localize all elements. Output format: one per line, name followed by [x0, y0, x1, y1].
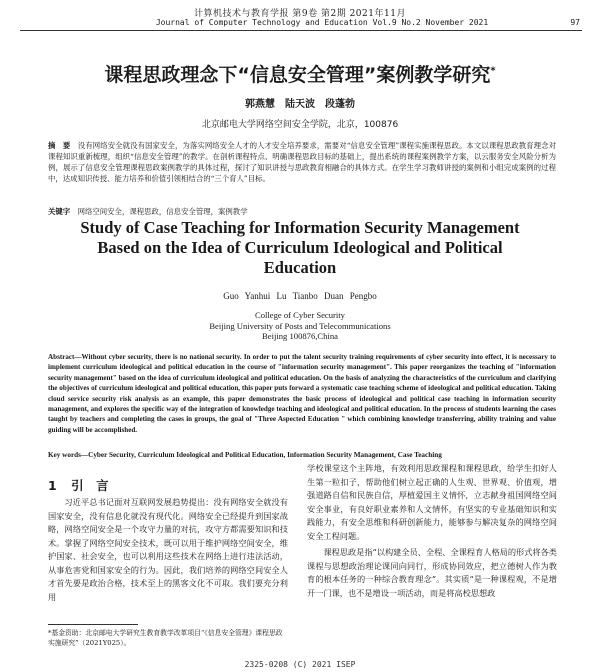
page-number: 97: [570, 18, 580, 27]
body-left-paragraph: 习近平总书记面对互联网发展趋势提出：没有网络安全就没有国家安全，没有信息化就没有现代化。网络安全已经提升到国家战略，网络空间安全是一个攻守力量的对抗，攻守方都需要知识和技术。掌握了网络空间安全技术，既可以用于维护网络空间安全，维护国家、社会安全，也可以利用这些技术在网络上进行违法活动，从事危害党和国家安全的行为。因此，我们培养的网络空间安全人才首先要是政治合格，技术至上的黑客文化不可取。我们要充分利用: [48, 497, 288, 602]
keywords-en-label: Key words—: [48, 451, 89, 459]
footnote-rule: [48, 624, 138, 625]
journal-header-en: Journal of Computer Technology and Education Vol.9 No.2 November 2021: [155, 18, 489, 27]
keywords-cn-text: 网络空间安全，课程思政，信息安全管理，案例教学: [77, 207, 248, 216]
body-left-column: [48, 496, 288, 604]
footnote: *基金资助：北京邮电大学研究生教育教学改革项目“《信息安全管理》课程思政实施研究”（2021Y025）。: [48, 629, 283, 647]
body-right-paragraph-1: 学校课堂这个主阵地，有效利用思政课程和课程思政，给学生扣好人生第一粒扣子，帮助他们树立起正确的人生观、世界观、价值观，增强道路自信和民族自信，厚植爱国主义情怀，立志献身祖国网络空间安全事业，有良好职业素养和人文情怀，有坚实的专业基础知识和实践能力，有安全思维和科研创新能力，能够参与解决复杂的网络空间安全工程问题。: [307, 463, 557, 541]
title-footnote-mark: *: [490, 65, 496, 77]
journal-header-cn: 计算机技术与教育学报 第9卷 第2期 2021年11月: [194, 9, 406, 19]
abstract-cn: [48, 140, 556, 184]
body-right-column: [307, 462, 557, 600]
keywords-en: [48, 450, 556, 460]
abstract-en: [48, 352, 556, 435]
section-number: 1: [48, 478, 57, 493]
abstract-cn-text: 没有网络安全就没有国家安全，为落实网络安全人才的人才安全培养要求，需要对“信息安全管理”课程实施课程思政。本文以课程思政教育理念对课程知识重新梳理，组织“信息安全管理”的教学。在剖析课程特点、明确课程思政目标的基础上，提出系统的课程案例教学方案，以云服务安全风险分析为例，展示了信息安全管理课程思政案例教学的具体过程，探讨了知识讲授与思政教育相融合的具体方式。在学生学习教师讲授的案例和小组完成案例的过程中，达成知识传授、能力培养和价值引领相结合的“三个育人”目标。: [48, 141, 556, 184]
abstract-cn-label: 摘 要: [48, 141, 71, 150]
abstract-en-label: Abstract—: [48, 353, 82, 361]
authors-cn: 郭燕慧 陆天波 段蓬勃: [245, 99, 355, 110]
affiliation-cn: 北京邮电大学网络空间安全学院，北京，100876: [201, 120, 399, 130]
keywords-en-text: Cyber Security, Curriculum Ideological and Political Education, Information Security Management, Case Teaching: [88, 451, 442, 459]
affiliation-en-line3: Beijing 100876,China: [262, 331, 338, 342]
abstract-en-text: Without cyber security, there is no national security. In order to put the talent security training requirements of cyber security into effect, it is necessary to implement curriculum ideological and political education in the course of "information security management". This paper reorganizes the teaching of "information security management" based on the idea of curriculum ideological and political education. On the basis of analyzing the characteristics of the curriculum and clarifying the objectives of curriculum ideological and political education, this paper puts forward a systematic case teaching scheme of ideological and political education. Taking cloud service security risk analysis as an example, this paper demonstrates the basic process of ideological and political case teaching in information security management, and explores the specific way of the integration of knowledge teaching and ideological and political education. In the process of students learning the cases taught by teachers and completing the cases in groups, the goal of "Three Aspected Education " which combining knowledge transferring, ability training and value guiding will be accomplished.: [48, 353, 556, 434]
body-right-paragraph-2: 课程思政是指“以构建全员、全程、全课程育人格局的形式将各类课程与思想政治理论课同向同行，形成协同效应，把立德树人作为教育的根本任务的一种综合教育理念”。其实质“是一种课程观，不是增开一门课，也不是增设一项活动，而是将高校思想政: [307, 547, 557, 598]
keywords-cn: [48, 206, 556, 217]
section-heading: [48, 476, 109, 494]
section-title: 引 言: [71, 478, 109, 493]
title-cn: [0, 60, 600, 87]
header-rule: [20, 30, 582, 31]
keywords-cn-label: 关键字: [48, 207, 71, 216]
affiliation-en-line2: Beijing University of Posts and Telecommunications: [209, 320, 391, 331]
affiliation-en-line1: College of Cyber Security: [255, 310, 345, 320]
title-cn-text: 课程思政理念下“信息安全管理”案例教学研究: [104, 64, 491, 86]
title-en: Study of Case Teaching for Information Security Management Based on the Idea of Curriculum Ideological and Political Education: [80, 218, 520, 277]
page-footer: 2325-0208 (C) 2021 ISEP: [244, 660, 356, 669]
affiliation-en: [0, 310, 600, 342]
authors-en: Guo Yanhui Lu Tianbo Duan Pengbo: [223, 291, 377, 301]
